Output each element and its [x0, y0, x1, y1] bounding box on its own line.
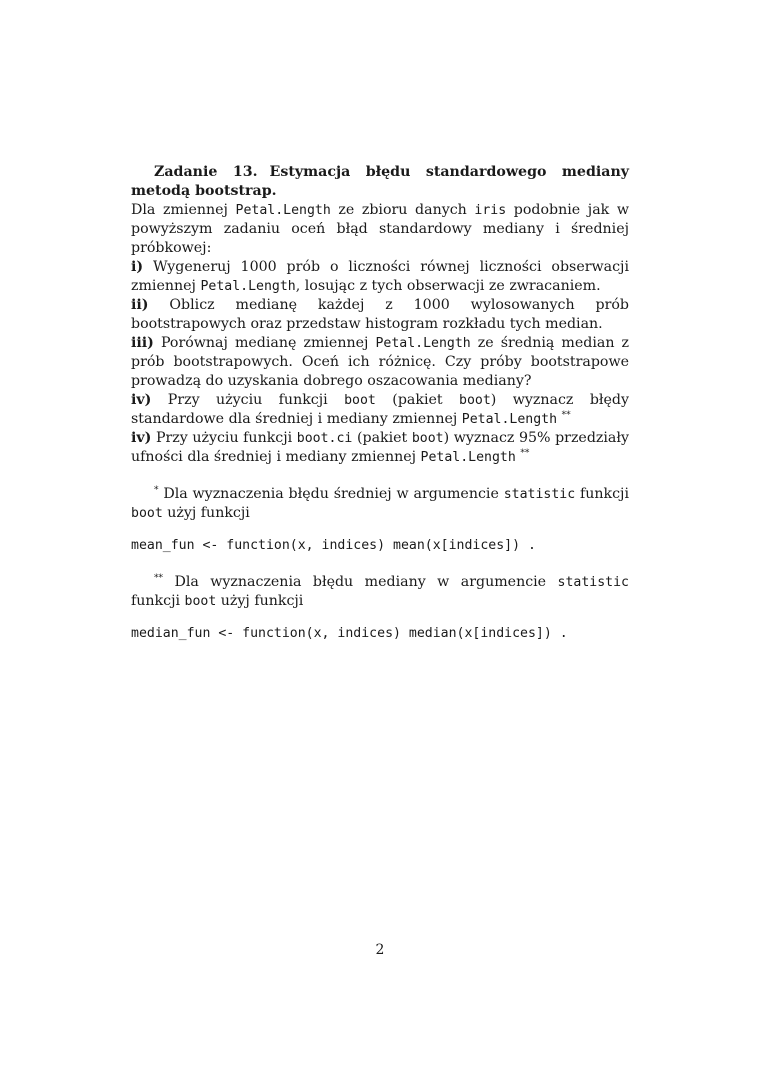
code-inline: Petal.Length	[235, 203, 331, 218]
spacer	[131, 467, 629, 485]
code-inline: Petal.Length	[461, 412, 558, 427]
item-i	[131, 258, 629, 296]
text: podobnie jak w powyższym zadaniu oceń błąd standardowy mediany i średniej próbkowej:	[131, 202, 629, 256]
text: ze średnią median z prób bootstrapowych. Oceń ich różnicę. Czy próby bootstrapowe prowadzą do uzyskania dobrego oszacowania mediany?	[131, 335, 630, 389]
code-inline: boot	[459, 393, 491, 408]
code-inline: statistic	[503, 487, 576, 502]
note-2	[131, 573, 629, 611]
text: użyj funkcji	[216, 593, 304, 609]
code-inline: boot	[184, 594, 217, 609]
text: , losując z tych obserwacji ze zwracaniem.	[295, 278, 601, 294]
item-iv-a	[131, 391, 629, 429]
note-1	[131, 485, 629, 523]
code-inline: iris	[474, 203, 507, 218]
intro-paragraph	[131, 201, 629, 258]
text: Oblicz medianę każdej z 1000 wylosowanych prób bootstrapowych oraz przedstaw histogram rozkładu tych median.	[131, 297, 629, 332]
text: (pakiet	[375, 392, 460, 408]
item-label: iii)	[131, 335, 154, 351]
text: Wygeneruj 1000 prób o liczności równej liczności obserwacji zmiennej	[131, 259, 629, 294]
task-number: Zadanie 13.	[154, 164, 258, 180]
text: Dla wyznaczenia błędu średniej w argumencie	[158, 486, 504, 502]
code-inline: Petal.Length	[420, 450, 516, 465]
item-label: iv)	[131, 392, 152, 408]
code-inline: Petal.Length	[375, 336, 471, 351]
footnote-mark: **	[520, 448, 530, 459]
code-inline: boot.ci	[296, 431, 353, 446]
item-label: iv)	[131, 430, 152, 446]
item-iv-b	[131, 429, 629, 467]
item-iii	[131, 334, 629, 391]
text: Dla wyznaczenia błędu mediany w argumencie	[163, 574, 558, 590]
code-inline: Petal.Length	[200, 279, 296, 294]
document-body	[131, 163, 629, 643]
item-label: ii)	[131, 297, 149, 313]
text: ) wyznacz 95% przedziały ufności dla średniej i mediany zmiennej	[131, 430, 629, 465]
text: funkcji	[131, 593, 185, 609]
footnote-mark: **	[561, 410, 571, 421]
text: użyj funkcji	[162, 505, 250, 521]
text: Przy użyciu funkcji	[151, 392, 345, 408]
code-inline: boot	[131, 506, 163, 521]
text: Porównaj medianę zmiennej	[153, 335, 376, 351]
item-label: i)	[131, 259, 144, 275]
page-number: 2	[375, 942, 385, 958]
text: funkcji	[575, 486, 629, 502]
code-inline: statistic	[557, 575, 629, 590]
item-ii	[131, 296, 629, 334]
code-line-mean-fun: mean_fun <- function(x, indices) mean(x[indices]) .	[131, 538, 536, 553]
text: Przy użyciu funkcji	[151, 430, 297, 446]
code-inline: boot	[411, 431, 444, 446]
text: ) wyznacz błędy standardowe dla średniej i mediany zmiennej	[131, 392, 629, 427]
code-inline: boot	[344, 393, 376, 408]
text: Dla zmiennej	[131, 202, 236, 218]
text: ze zbioru danych	[330, 202, 475, 218]
code-line-median-fun: median_fun <- function(x, indices) median(x[indices]) .	[131, 626, 568, 641]
spacer	[131, 555, 629, 573]
footnote-mark: *	[154, 485, 159, 496]
task-title-text: Estymacja błędu standardowego mediany metodą bootstrap.	[131, 164, 630, 199]
text: (pakiet	[352, 430, 412, 446]
task-title	[131, 163, 629, 201]
footnote-mark: **	[154, 573, 163, 584]
